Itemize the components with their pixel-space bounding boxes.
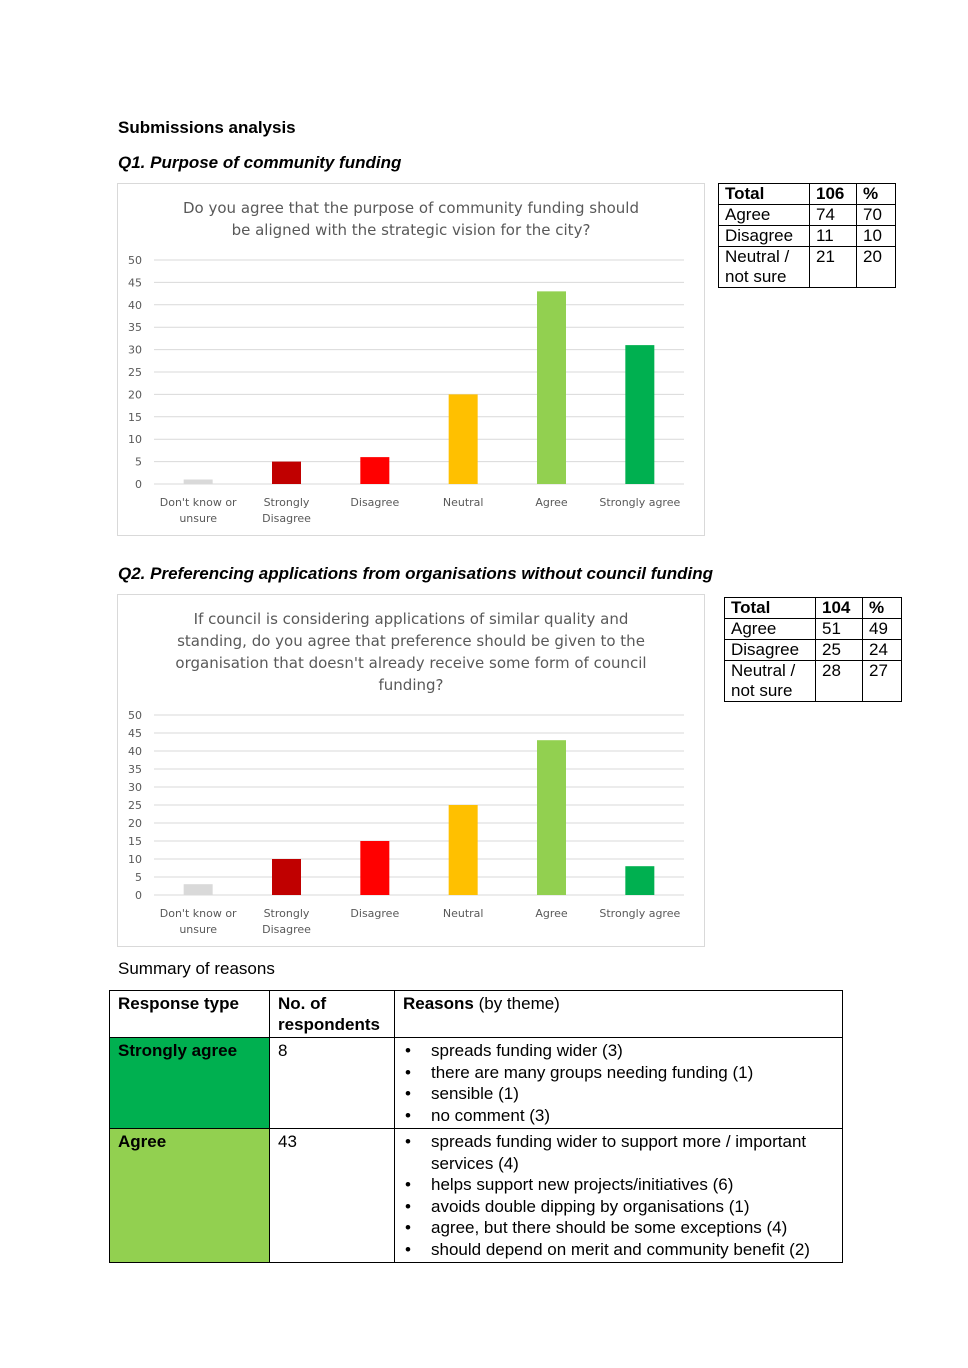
x-category-label: Disagree [350, 496, 400, 509]
y-tick-label: 15 [128, 410, 142, 424]
list-item: • there are many groups needing funding (1) [431, 1062, 834, 1084]
bar [537, 291, 566, 484]
y-tick-label: 5 [135, 455, 142, 469]
y-tick-label: 35 [128, 321, 142, 335]
list-item: • spreads funding wider to support more / important services (4) [431, 1131, 834, 1174]
bar [184, 480, 213, 484]
table-row [725, 619, 902, 640]
y-tick-label: 50 [128, 709, 142, 722]
x-category-label: Strongly agree [599, 496, 681, 509]
y-tick-label: 40 [128, 745, 142, 758]
summary-table [109, 990, 843, 1263]
q2-bar-chart [118, 595, 704, 946]
bar [449, 805, 478, 895]
summary-row-strongly-agree [110, 1038, 843, 1129]
y-tick-label: 30 [128, 781, 142, 794]
chart-title-line: be aligned with the strategic vision for the city? [231, 221, 591, 239]
y-tick-label: 30 [128, 343, 142, 357]
y-tick-label: 10 [128, 433, 142, 447]
response-label: Neutral / not sure [719, 247, 810, 288]
y-tick-label: 25 [128, 799, 142, 812]
x-category-label: Don't know or [159, 496, 237, 509]
table-header-row [719, 184, 896, 205]
total-label: Total [719, 184, 810, 205]
response-count: 25 [816, 640, 863, 661]
response-count: 11 [810, 226, 857, 247]
response-percent: 27 [863, 661, 902, 702]
bar [272, 462, 301, 484]
x-category-label: Strongly [263, 496, 310, 509]
response-label: Agree [719, 205, 810, 226]
x-category-label: Disagree [262, 512, 311, 525]
y-tick-label: 15 [128, 835, 142, 848]
list-item: • no comment (3) [431, 1105, 834, 1127]
y-tick-label: 20 [128, 388, 142, 402]
x-category-label: Neutral [442, 907, 484, 920]
x-category-label: Disagree [262, 923, 311, 936]
bar [360, 457, 389, 484]
y-tick-label: 10 [128, 853, 142, 866]
q2-title: Q2. Preferencing applications from organisations without council funding [118, 564, 714, 583]
reasons-header [395, 991, 843, 1038]
list-item: • spreads funding wider (3) [431, 1040, 834, 1062]
chart-title-line: Do you agree that the purpose of community funding should [183, 199, 639, 217]
chart-title-line: funding? [378, 676, 444, 694]
respondent-count: 8 [270, 1038, 395, 1129]
bar [272, 859, 301, 895]
response-percent: 10 [857, 226, 896, 247]
list-item: • avoids double dipping by organisations (1) [431, 1196, 834, 1218]
q1-results-table [718, 183, 896, 288]
response-percent: 49 [863, 619, 902, 640]
bar [184, 884, 213, 895]
y-tick-label: 50 [128, 254, 142, 267]
table-row [719, 226, 896, 247]
reasons-header-rest: (by theme) [473, 994, 560, 1013]
summary-label: Summary of reasons [118, 959, 275, 978]
y-tick-label: 20 [128, 817, 142, 830]
response-count: 51 [816, 619, 863, 640]
x-category-label: Neutral [442, 496, 484, 509]
q1-chart [117, 183, 705, 536]
reasons-list [403, 1040, 834, 1126]
table-row [719, 205, 896, 226]
x-category-label: Agree [535, 907, 568, 920]
q1-title: Q1. Purpose of community funding [118, 153, 402, 172]
table-row [719, 247, 896, 288]
reasons-header-bold: Reasons [403, 994, 474, 1013]
x-category-label: Agree [535, 496, 568, 509]
section-heading: Submissions analysis [118, 118, 296, 137]
x-category-label: unsure [179, 512, 218, 525]
reasons-list [403, 1131, 834, 1260]
y-tick-label: 25 [128, 366, 142, 379]
y-tick-label: 35 [128, 763, 142, 776]
x-category-label: unsure [179, 923, 218, 936]
list-item: • sensible (1) [431, 1083, 834, 1105]
q2-chart [117, 594, 705, 947]
response-type-cell: Agree [110, 1129, 270, 1263]
y-tick-label: 40 [128, 298, 142, 312]
bar [360, 841, 389, 895]
respondent-count: 43 [270, 1129, 395, 1263]
table-row [725, 640, 902, 661]
list-item: • agree, but there should be some exceptions (4) [431, 1217, 834, 1239]
q2-results-table [724, 597, 902, 702]
percent-label: % [857, 184, 896, 205]
response-percent: 20 [857, 247, 896, 288]
x-category-label: Strongly [263, 907, 310, 920]
chart-title-line: If council is considering applications of similar quality and [193, 610, 629, 628]
bar [449, 394, 478, 484]
x-category-label: Don't know or [159, 907, 237, 920]
response-count: 28 [816, 661, 863, 702]
total-value: 104 [816, 598, 863, 619]
response-percent: 24 [863, 640, 902, 661]
summary-row-agree [110, 1129, 843, 1263]
x-category-label: Strongly agree [599, 907, 681, 920]
y-tick-label: 45 [128, 727, 142, 740]
response-type-header: Response type [110, 991, 270, 1038]
summary-header-row [110, 991, 843, 1038]
bar [625, 345, 654, 484]
table-row [725, 661, 902, 702]
response-type-cell: Strongly agree [110, 1038, 270, 1129]
reasons-cell [395, 1038, 843, 1129]
chart-title-line: organisation that doesn't already receive some form of council [175, 654, 647, 672]
y-tick-label: 5 [135, 871, 142, 884]
response-label: Disagree [725, 640, 816, 661]
response-percent: 70 [857, 205, 896, 226]
q1-bar-chart [118, 184, 704, 535]
table-header-row [725, 598, 902, 619]
response-label: Neutral / not sure [725, 661, 816, 702]
list-item: • should depend on merit and community benefit (2) [431, 1239, 834, 1261]
percent-label: % [863, 598, 902, 619]
response-count: 21 [810, 247, 857, 288]
response-label: Disagree [719, 226, 810, 247]
x-category-label: Disagree [350, 907, 400, 920]
respondents-header: No. of respondents [270, 991, 395, 1038]
reasons-cell [395, 1129, 843, 1263]
total-value: 106 [810, 184, 857, 205]
response-count: 74 [810, 205, 857, 226]
chart-title-line: standing, do you agree that preference should be given to the [177, 632, 645, 650]
response-label: Agree [725, 619, 816, 640]
y-tick-label: 0 [135, 889, 142, 902]
list-item: • helps support new projects/initiatives (6) [431, 1174, 834, 1196]
total-label: Total [725, 598, 816, 619]
bar [537, 740, 566, 895]
bar [625, 866, 654, 895]
y-tick-label: 45 [128, 276, 142, 290]
y-tick-label: 0 [135, 478, 142, 491]
